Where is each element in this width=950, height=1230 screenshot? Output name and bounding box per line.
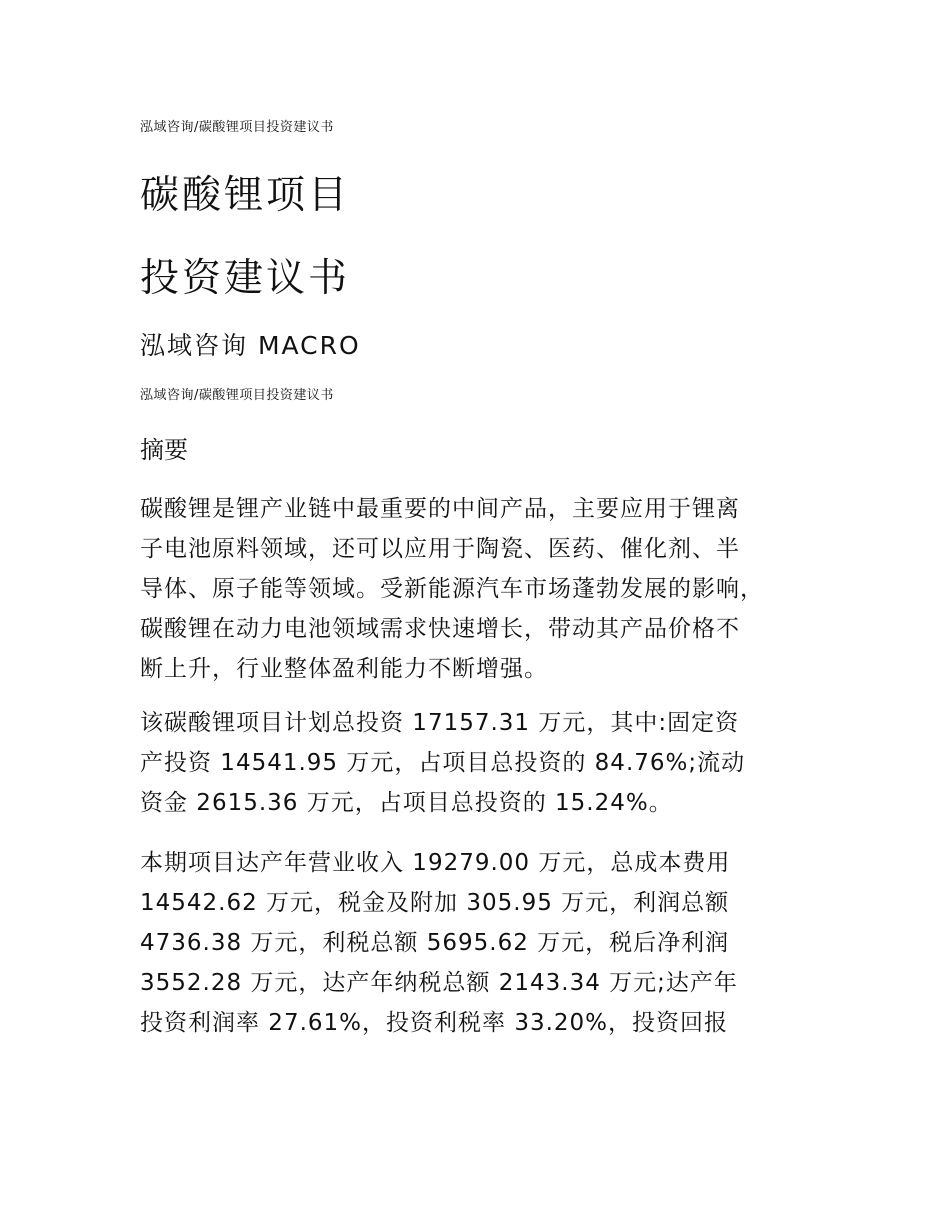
abstract-paragraph-2 bbox=[140, 703, 830, 823]
paragraph-line: 14542.62 万元，税金及附加 305.95 万元，利润总额 bbox=[140, 890, 730, 916]
paragraph-line: 投资利润率 27.61%，投资利税率 33.20%，投资回报 bbox=[140, 1010, 729, 1036]
paragraph-line: 碳酸锂是锂产业链中最重要的中间产品，主要应用于锂离 bbox=[140, 496, 740, 522]
paragraph-line: 断上升，行业整体盈利能力不断增强。 bbox=[140, 656, 548, 682]
publisher-subtitle: 泓域咨询 MACRO bbox=[140, 331, 361, 360]
paragraph-line: 子电池原料领域，还可以应用于陶瓷、医药、催化剂、半 bbox=[140, 536, 740, 562]
paragraph-line: 本期项目达产年营业收入 19279.00 万元，总成本费用 bbox=[140, 850, 731, 876]
document-title-line-1: 碳酸锂项目 bbox=[140, 173, 351, 218]
running-header: 泓域咨询/碳酸锂项目投资建议书 bbox=[140, 120, 334, 135]
abstract-paragraph-1 bbox=[140, 489, 830, 689]
paragraph-line: 资金 2615.36 万元，占项目总投资的 15.24%。 bbox=[140, 790, 673, 816]
document-title-line-2: 投资建议书 bbox=[140, 256, 351, 301]
abstract-heading: 摘要 bbox=[140, 436, 188, 464]
running-header-secondary: 泓域咨询/碳酸锂项目投资建议书 bbox=[140, 388, 334, 403]
paragraph-line: 4736.38 万元，利税总额 5695.62 万元，税后净利润 bbox=[140, 930, 730, 956]
paragraph-line: 导体、原子能等领域。受新能源汽车市场蓬勃发展的影响， bbox=[140, 576, 764, 602]
paragraph-line: 碳酸锂在动力电池领域需求快速增长，带动其产品价格不 bbox=[140, 616, 740, 642]
paragraph-line: 产投资 14541.95 万元，占项目总投资的 84.76%;流动 bbox=[140, 750, 746, 776]
abstract-paragraph-3 bbox=[140, 843, 830, 1043]
paragraph-line: 3552.28 万元，达产年纳税总额 2143.34 万元;达产年 bbox=[140, 970, 738, 996]
paragraph-line: 该碳酸锂项目计划总投资 17157.31 万元，其中:固定资 bbox=[140, 710, 740, 736]
